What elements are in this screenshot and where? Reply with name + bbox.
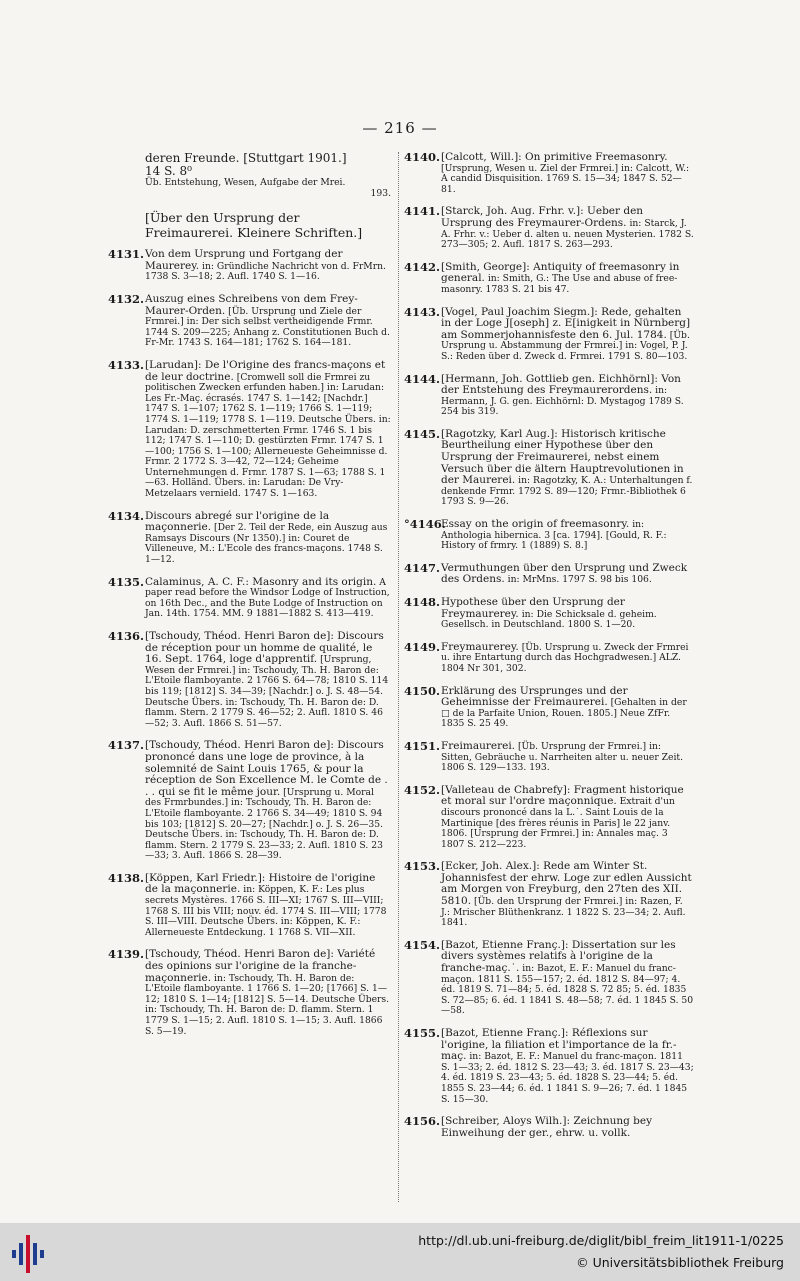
bibliography-entry bbox=[404, 519, 694, 552]
bibliography-entry bbox=[108, 949, 391, 1037]
entry-number: 4132. bbox=[108, 291, 145, 306]
entry-title: [Starck, Joh. Aug. Frhr. v.]: Ueber den Ursprung des Freymaurer-Ordens. bbox=[441, 205, 644, 229]
entry-body: [Ursprung u. Moral des Frmrbundes.] in: Tschoudy, Th. H. Baron de: L'Etoile flamboyante. 2 1766 S. 34—49; 1810 S. 94 bis 103; [1812] S. 20—27; [Nachdr.] o. J. S. 26—35. Deutsche Übers. in: Tschoudy, Th. H. Baron de: D. flamm. Stern. 2 1779 S. 23—33; 2. Aufl. 1810 S. 23—33; 3. Aufl. 1866 S. 28—39. bbox=[145, 786, 384, 862]
entry-title: Calaminus, A. C. F.: Masonry and its origin. bbox=[145, 575, 377, 588]
entry-body: Extrait d'un discours prononcé dans la L.˙. Saint Louis de la Martinique [des frères réunis in Paris] le 22 janv. 1806. [Ursprung der Frmrei.] in: Annales maç. 3 1807 S. 212—223. bbox=[441, 796, 675, 850]
entry-body: in: Anthologia hibernica. 3 [ca. 1794]. [Gould, R. F.: History of frmry. 1 (1889) S. 8.] bbox=[441, 519, 667, 552]
bibliography-entry bbox=[108, 631, 391, 729]
right-column bbox=[404, 152, 694, 1150]
entry-number: 4155. bbox=[404, 1026, 441, 1040]
bibliography-entry bbox=[404, 206, 694, 250]
entry-number: 4150. bbox=[404, 683, 441, 698]
entry-body: [Üb. den Ursprung der Frmrei.] in: Razen, F. J.: Mrischer Blüthenkranz. 1 1822 S. 23—34; 2. Aufl. 1841. bbox=[441, 896, 686, 929]
entry-title: [Valleteau de Chabrefy]: Fragment historique et moral sur l'ordre maçonnique. bbox=[441, 783, 684, 808]
entry-title: [Larudan]: De l'Origine des francs-maçons et de leur doctrine. bbox=[145, 358, 386, 383]
entry-title: [Calcott, Will.]: On primitive Freemasonry. bbox=[441, 151, 668, 163]
bibliography-entry bbox=[404, 683, 694, 730]
entry-number: 4133. bbox=[108, 357, 145, 372]
bibliography-entry bbox=[404, 259, 694, 296]
university-library-logo bbox=[10, 1233, 54, 1275]
entry-number: 4134. bbox=[108, 508, 145, 523]
footer-copyright: © Universitätsbibliothek Freiburg bbox=[576, 1255, 784, 1270]
entry-title: Auszug eines Schreibens von dem Frey-Maurer-Orden. bbox=[145, 292, 358, 317]
footer-url-link[interactable]: http://dl.ub.uni-freiburg.de/diglit/bibl_freim_lit1911-1/0225 bbox=[418, 1233, 784, 1248]
entry-number: 4147. bbox=[404, 560, 441, 575]
entry-body: [Der 2. Teil der Rede, ein Auszug aus Ramsays Discours (Nr 1350).] in: Couret de Villeneuve, M.: L'Ecole des francs-maçons. 1748 S. 1—12. bbox=[145, 522, 388, 566]
entry-body: in: MrMns. 1797 S. 98 bis 106. bbox=[507, 574, 652, 586]
entry-title: [Ecker, Joh. Alex.]: Rede am Winter St. Johannisfest der ehrw. Loge zur edlen Aussicht am Morgen von Freyburg, den 27ten des XII. 5810. bbox=[441, 860, 692, 908]
bibliography-entry bbox=[108, 574, 391, 620]
entry-number: 4156. bbox=[404, 1114, 441, 1129]
entry-number: 4151. bbox=[404, 738, 441, 753]
column-divider bbox=[398, 152, 399, 1202]
entry-number: 4143. bbox=[404, 304, 441, 319]
continuation-line-2: 14 S. 8⁰ bbox=[145, 164, 192, 178]
entry-body: [Üb. Ursprung u. Zweck der Frmrei u. ihre Entartung durch das Hochgradwesen.] ALZ. 1804 Nr 301, 302. bbox=[441, 641, 689, 674]
entry-number: 4144. bbox=[404, 371, 441, 386]
left-entry-list bbox=[108, 249, 391, 1037]
right-entry-list bbox=[404, 152, 694, 1139]
entry-title: [Tschoudy, Théod. Henri Baron de]: Discours de réception pour un homme de qualité, le 16. Sept. 1764, loge d'apprentif. bbox=[145, 630, 384, 666]
entry-title: [Hermann, Joh. Gottlieb gen. Eichhörnl]: Von der Entstehung des Freymaurerordens. bbox=[441, 372, 681, 397]
entry-body: [Üb. Ursprung und Ziele der Frmrei.] in: Der sich selbst vertheidigende Frmr. 1744 S. 209—225; Anhang z. Constitutionen Buch d. Fr-Mr. 1743 S. 164—181; 1762 S. 164—181. bbox=[145, 305, 390, 349]
bibliography-entry bbox=[404, 782, 694, 851]
entry-number: 4142. bbox=[404, 259, 441, 274]
entry-title: Freymaurerey. bbox=[441, 640, 519, 653]
bibliography-entry bbox=[404, 560, 694, 586]
bibliography-entry bbox=[108, 870, 391, 939]
entry-title: [Ragotzky, Karl Aug.]: Historisch kritische Beurtheilung einer Hypothese über den Ursprung der Freimaurerei, nebst einem Versuch über die ältern Hauptrevolutionen in der Maurerei. bbox=[441, 427, 684, 487]
entry-number: 4131. bbox=[108, 247, 145, 262]
bibliography-entry bbox=[404, 861, 694, 929]
bibliography-entry bbox=[404, 1028, 694, 1105]
continuation-note: Üb. Entstehung, Wesen, Aufgabe der Mrei. bbox=[145, 177, 346, 188]
page-number: — 216 — bbox=[362, 119, 438, 137]
section-heading: [Über den Ursprung der Freimaurerei. Kleinere Schriften.] bbox=[145, 210, 363, 241]
bibliography-entry bbox=[404, 426, 694, 508]
bibliography-entry bbox=[404, 304, 694, 363]
entry-body: [Ursprung, Wesen der Frmrei.] in: Tschoudy, Th. H. Baron de: L'Etoile flamboyante. 2 1766 S. 64—78; 1810 S. 114 bis 119; [1812] S. 34—39; [Nachdr.] o. J. S. 48—54. Deutsche Übers. in: Tschoudy, Th. H. Baron de: D. flamm. Stern. 2 1779 S. 46—52; 2. Aufl. 1810 S. 46—52; 3. Aufl. 1866 S. 51—57. bbox=[145, 654, 389, 729]
bibliography-entry bbox=[108, 740, 391, 862]
bibliography-entry bbox=[404, 597, 694, 631]
entry-body: in: Köppen, K. F.: Les plus secrets Mystères. 1766 S. III—XI; 1767 S. III—VIII; 1768 S. III bis VIII; nouv. éd. 1774 S. III—VIII; 1778 S. III—VIII. Deutsche Übers. in: Köppen, K. F.: Allerneueste Entdeckung. 1 1768 S. VII—XII. bbox=[145, 884, 387, 938]
entry-number: 4148. bbox=[404, 595, 441, 609]
entry-title: Discours abregé sur l'origine de la maçonnerie. bbox=[145, 509, 330, 534]
entry-body: [Ursprung, Wesen u. Ziel der Frmrei.] in: Calcott, W.: A candid Disquisition. 1769 S. 15—34; 1847 S. 52—81. bbox=[441, 162, 690, 195]
entry-number: 4137. bbox=[108, 738, 145, 753]
entry-body: in: Ragotzky, K. A.: Unterhaltungen f. denkende Frmr. 1792 S. 89—120; Frmr.-Bibliothek 6 1793 S. 9—26. bbox=[441, 475, 693, 508]
entry-body: in: Smith, G.: The Use and abuse of free-masonry. 1783 S. 21 bis 47. bbox=[441, 273, 678, 295]
bibliography-entry bbox=[108, 249, 391, 283]
entry-body: [Cromwell soll die Frmrei zu politischen Zwecken erfunden haben.] in: Larudan: Les Fr.-Maç. écrasés. 1747 S. 1—142; [Nachdr.] 1747 S. 1—107; 1762 S. 1—119; 1766 S. 1—119; 1774 S. 1—119; 1778 S. 1—119. Deutsche Übers. in: Larudan: D. zerschmetterten Frmr. 1746 S. 1 bis 112; 1747 S. 1—110; D. gestürzten Frmr. 1747 S. 1—100; 1756 S. 1—100; Allerneueste Geheimnisse d. Frmr. 2 1772 S. 3—42, 72—124; Geheime Unternehmungen d. Frmr. 1787 S. 1—63; 1788 S. 1—63. Holländ. Übers. in: Larudan: De Vry-Metzelaars vernield. 1747 S. 1—163. bbox=[145, 371, 391, 500]
entry-number: 4153. bbox=[404, 859, 441, 874]
entry-body: in: Gründliche Nachricht von d. FrMrn. 1738 S. 3—18; 2. Aufl. 1740 S. 1—16. bbox=[145, 260, 386, 283]
entry-title: [Tschoudy, Théod. Henri Baron de]: Variété des opinions sur l'origine de la franche-maçonnerie. bbox=[145, 948, 376, 984]
entry-title: Von dem Ursprung und Fortgang der Maurerey. bbox=[145, 248, 343, 272]
continuation-line: deren Freunde. [Stuttgart 1901.] bbox=[145, 151, 347, 165]
entry-number: °4146. bbox=[404, 517, 446, 532]
entry-title: [Tschoudy, Théod. Henri Baron de]: Discours prononcé dans une loge de province, à la solemnité de Saint Louis 1765, & pour la réception de Son Excellence M. le Comte de . . . qui se fit le même jour. bbox=[145, 739, 388, 798]
entry-number: 4138. bbox=[108, 870, 145, 885]
entry-number: 4139. bbox=[108, 947, 145, 962]
entry-body: in: Tschoudy, Th. H. Baron de: L'Etoile flamboyante. 1 1766 S. 1—20; [1766] S. 1—12; 1810 S. 1—14; [1812] S. 5—14. Deutsche Übers. in: Tschoudy, Th. H. Baron de: D. flamm. Stern. 1 1779 S. 1—15; 2. Aufl. 1810 S. 1—15; 3. Aufl. 1866 S. 5—19. bbox=[145, 972, 390, 1037]
bibliography-entry bbox=[404, 639, 694, 675]
bibliography-entry bbox=[404, 738, 694, 774]
entry-title: [Schreiber, Aloys Wilh.]: Zeichnung bey Einweihung der ger., ehrw. u. vollk. bbox=[441, 1115, 653, 1139]
entry-title: [Smith, George]: Antiquity of freemasonry in general. bbox=[441, 260, 680, 285]
entry-number: 4154. bbox=[404, 937, 441, 952]
entry-title: Essay on the origin of freemasonry. bbox=[441, 518, 630, 531]
entry-body: [Üb. Ursprung der Frmrei.] in: Sitten, Gebräuche u. Narrheiten alter u. neuer Zeit. 1806 S. 129—133. 193. bbox=[441, 740, 684, 774]
entry-number: 4145. bbox=[404, 426, 441, 441]
entry-title: Vermuthungen über den Ursprung und Zweck des Ordens. bbox=[441, 561, 688, 586]
entry-number: 4135. bbox=[108, 574, 145, 589]
entry-title: [Köppen, Karl Friedr.]: Histoire de l'origine de la maçonnerie. bbox=[145, 871, 376, 896]
entry-body: [Gehalten in der □ de la Parfaite Union, Rouen. 1805.] Neue ZfFr. 1835 S. 25 49. bbox=[441, 697, 687, 730]
entry-title: Erklärung des Ursprunges und der Geheimnisse der Freimaurerei. bbox=[441, 684, 628, 709]
entry-title: Hypothese über den Ursprung der Freymaurerey. bbox=[441, 596, 625, 620]
bibliography-entry bbox=[108, 357, 391, 500]
entry-number: 4136. bbox=[108, 629, 145, 643]
entry-title: [Vogel, Paul Joachim Siegm.]: Rede, gehalten in der Loge J[oseph] z. E[inigkeit in Nürnberg] am Sommerjohannisfeste den 6. Jul. 1784. bbox=[441, 305, 691, 341]
left-column bbox=[108, 152, 391, 1048]
entry-number: 4141. bbox=[404, 204, 441, 219]
entry-body: in: Starck, J. A. Frhr. v.: Ueber d. alten u. neuen Mysterien. 1782 S. 273—305; 2. Aufl. 1817 S. 263—293. bbox=[441, 217, 694, 251]
bibliography-entry bbox=[404, 937, 694, 1017]
bibliography-entry bbox=[404, 371, 694, 418]
entry-body: in: Die Schicksale d. geheim. Gesellsch. in Deutschland. 1800 S. 1—20. bbox=[441, 608, 657, 631]
entry-body: [Üb. Ursprung u. Abstammung der Frmrei.] in: Vogel, P. J. S.: Reden über d. Zweck d. Frmrei. 1791 S. 80—103. bbox=[441, 329, 690, 362]
entry-body: in: Bazot, E. F.: Manuel du franc-maçon. 1811 S. 1—33; 2. éd. 1812 S. 23—43; 3. éd. 1817 S. 23—43; 4. éd. 1819 S. 23—43; 5. éd. 1828 S. 23—44; 5. éd. 1855 S. 23—44; 6. éd. 1 1841 S. 9—26; 7. éd. 1 1845 S. 15—30. bbox=[441, 1051, 694, 1105]
footer-bar bbox=[0, 1223, 800, 1281]
bibliography-entry bbox=[404, 1116, 694, 1139]
bibliography-entry bbox=[404, 152, 694, 195]
entry-number: 4149. bbox=[404, 639, 441, 654]
entry-body: A paper read before the Windsor Lodge of Instruction, on 16th Dec., and the Bute Lodge of Instruction on Jan. 14th. 1754. MM. 9 1881—1882 S. 413—419. bbox=[145, 576, 390, 620]
entry-number: 4152. bbox=[404, 782, 441, 797]
bibliography-entry bbox=[108, 508, 391, 566]
entry-body: in: Hermann, J. G. gen. Eichhörnl: D. Mystagog 1789 S. 254 bis 319. bbox=[441, 385, 684, 418]
entry-body: in: Bazot, E. F.: Manuel du franc-maçon. 1811 S. 155—157; 2. éd. 1812 S. 84—97; 4. éd. 1819 S. 71—84; 5. éd. 1828 S. 72 85; 5. éd. 1835 S. 72—85; 6. éd. 1 1841 S. 48—58; 7. éd. 1 1845 S. 50—58. bbox=[441, 963, 694, 1017]
entry-title: Freimaurerei. bbox=[441, 739, 516, 752]
continuation-page: 193. bbox=[370, 187, 391, 199]
entry-title: [Bazot, Etienne Franç.]: Réflexions sur l'origine, la filiation et l'importance de la fr.-maç. bbox=[441, 1027, 677, 1063]
entry-title: [Bazot, Etienne Franç.]: Dissertation sur les divers systèmes relatifs à l'origine de la franche-maç.˙. bbox=[441, 938, 676, 975]
entry-number: 4140. bbox=[404, 150, 441, 164]
bibliography-entry bbox=[108, 291, 391, 349]
